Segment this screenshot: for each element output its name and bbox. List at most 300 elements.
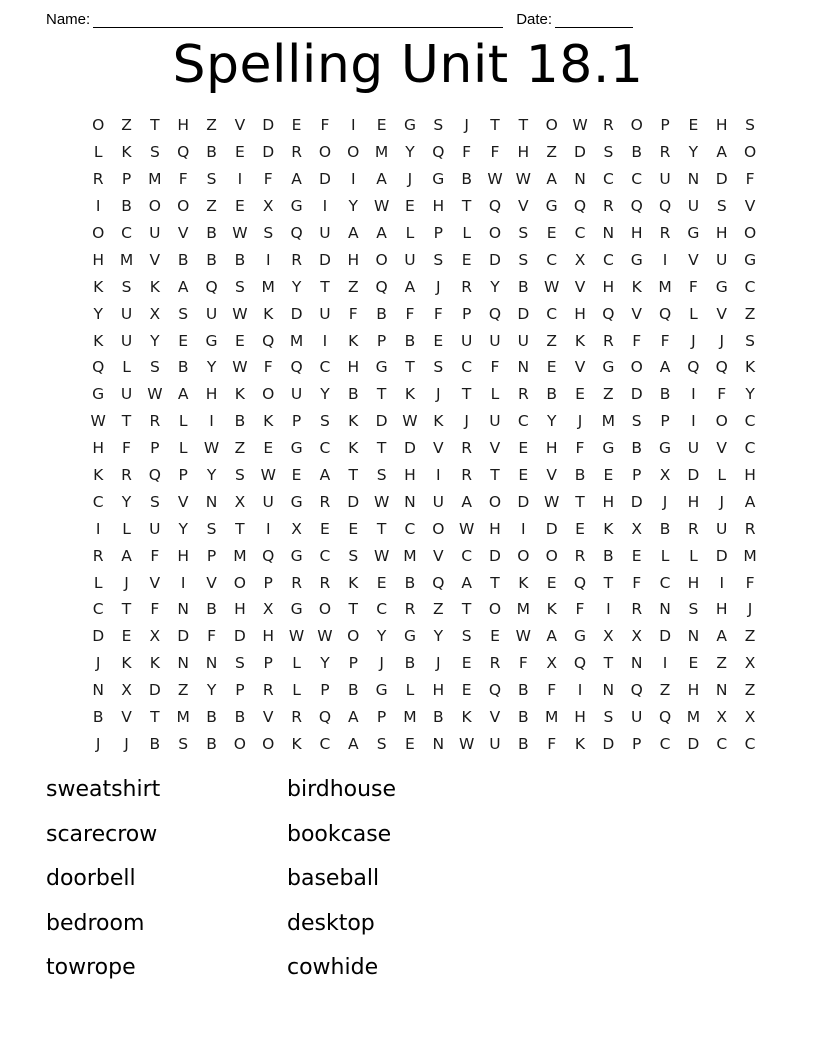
grid-cell[interactable]: U	[319, 224, 331, 242]
grid-cell[interactable]: T	[121, 600, 132, 619]
grid-cell[interactable]: H	[574, 304, 586, 323]
grid-cell[interactable]: R	[92, 546, 104, 565]
grid-cell[interactable]: Z	[206, 197, 217, 216]
grid-cell[interactable]: T	[603, 573, 614, 592]
grid-cell[interactable]: P	[235, 681, 245, 700]
word-list-item[interactable]: desktop	[287, 910, 375, 936]
grid-cell[interactable]: T	[603, 654, 614, 673]
grid-cell[interactable]: J	[124, 734, 129, 753]
grid-cell[interactable]: J	[436, 277, 441, 296]
grid-cell[interactable]: Q	[205, 277, 218, 296]
grid-cell[interactable]: R	[461, 439, 473, 458]
grid-cell[interactable]: U	[631, 708, 643, 727]
grid-cell[interactable]: H	[517, 143, 530, 162]
grid-cell[interactable]: B	[177, 358, 189, 377]
grid-cell[interactable]: D	[233, 627, 246, 646]
grid-cell[interactable]: N	[630, 654, 643, 673]
grid-cell[interactable]: I	[209, 412, 214, 431]
word-list-item[interactable]: sweatshirt	[46, 777, 161, 802]
grid-cell[interactable]: S	[149, 358, 160, 377]
grid-cell[interactable]: E	[291, 116, 302, 135]
grid-cell[interactable]: Q	[602, 304, 615, 323]
grid-cell[interactable]: O	[630, 358, 643, 377]
grid-cell[interactable]: S	[178, 734, 189, 753]
grid-cell[interactable]: B	[404, 654, 416, 673]
grid-cell[interactable]: I	[691, 412, 696, 431]
grid-cell[interactable]: E	[518, 466, 529, 485]
grid-cell[interactable]: K	[121, 654, 132, 673]
grid-cell[interactable]: U	[659, 170, 671, 189]
grid-cell[interactable]: G	[92, 385, 105, 404]
grid-cell[interactable]: Z	[744, 627, 756, 646]
grid-cell[interactable]: P	[206, 546, 217, 565]
grid-cell[interactable]: U	[149, 224, 161, 242]
grid-cell[interactable]: T	[348, 466, 358, 485]
grid-cell[interactable]: Q	[658, 708, 672, 727]
grid-cell[interactable]: Z	[546, 331, 557, 350]
grid-cell[interactable]: Q	[432, 143, 445, 162]
grid-cell[interactable]: Q	[488, 681, 502, 700]
grid-cell[interactable]: R	[291, 573, 302, 592]
grid-cell[interactable]: U	[489, 734, 501, 753]
grid-cell[interactable]: A	[347, 224, 359, 242]
grid-cell[interactable]: T	[376, 439, 387, 458]
grid-cell[interactable]: A	[347, 734, 359, 753]
grid-cell[interactable]: Q	[177, 143, 190, 162]
grid-cell[interactable]: H	[234, 600, 246, 619]
grid-cell[interactable]: J	[747, 600, 753, 619]
grid-cell[interactable]: D	[687, 734, 700, 753]
grid-cell[interactable]: E	[376, 573, 387, 592]
grid-cell[interactable]: J	[464, 412, 469, 431]
grid-cell[interactable]: G	[375, 358, 388, 377]
grid-cell[interactable]: A	[347, 708, 359, 727]
grid-cell[interactable]: L	[717, 466, 727, 485]
grid-cell[interactable]: O	[347, 627, 360, 646]
grid-cell[interactable]: C	[744, 277, 756, 296]
grid-cell[interactable]: Y	[320, 385, 330, 404]
grid-cell[interactable]: M	[148, 170, 162, 189]
grid-cell[interactable]: V	[631, 304, 642, 323]
grid-cell[interactable]: P	[660, 412, 670, 431]
grid-cell[interactable]: N	[404, 492, 416, 511]
grid-cell[interactable]: D	[318, 250, 331, 269]
grid-cell[interactable]: P	[348, 654, 358, 673]
grid-cell[interactable]: F	[150, 546, 160, 565]
grid-cell[interactable]: W	[544, 277, 560, 296]
grid-cell[interactable]: H	[687, 573, 700, 592]
grid-cell[interactable]: G	[602, 439, 615, 458]
grid-cell[interactable]: B	[149, 734, 161, 753]
grid-cell[interactable]: B	[206, 224, 217, 242]
grid-cell[interactable]: D	[517, 492, 530, 511]
grid-cell[interactable]: T	[150, 116, 160, 135]
grid-cell[interactable]: S	[234, 466, 245, 485]
grid-cell[interactable]: D	[177, 627, 190, 646]
grid-cell[interactable]: C	[319, 546, 331, 565]
grid-cell[interactable]: X	[262, 600, 274, 619]
grid-cell[interactable]: E	[631, 546, 642, 565]
grid-cell[interactable]: H	[545, 439, 558, 458]
grid-cell[interactable]: T	[121, 412, 132, 431]
grid-cell[interactable]: I	[521, 519, 526, 538]
grid-cell[interactable]: G	[290, 439, 303, 458]
grid-cell[interactable]: V	[262, 708, 274, 727]
grid-cell[interactable]: A	[546, 627, 557, 646]
grid-cell[interactable]: Y	[320, 654, 330, 673]
grid-cell[interactable]: O	[148, 197, 161, 216]
grid-cell[interactable]: Z	[177, 681, 189, 700]
grid-cell[interactable]: G	[545, 197, 558, 216]
grid-cell[interactable]: H	[92, 439, 104, 458]
grid-cell[interactable]: S	[745, 116, 755, 135]
grid-cell[interactable]: S	[348, 546, 359, 565]
grid-cell[interactable]: R	[291, 708, 302, 727]
grid-cell[interactable]: Y	[291, 277, 302, 296]
grid-cell[interactable]: F	[745, 573, 755, 592]
grid-cell[interactable]: V	[688, 250, 699, 269]
grid-cell[interactable]: O	[177, 197, 190, 216]
grid-cell[interactable]: C	[631, 170, 643, 189]
grid-cell[interactable]: R	[688, 519, 699, 538]
grid-cell[interactable]: U	[149, 519, 161, 538]
grid-cell[interactable]: R	[319, 573, 331, 592]
grid-cell[interactable]: B	[234, 708, 246, 727]
grid-cell[interactable]: D	[318, 170, 331, 189]
grid-cell[interactable]: F	[660, 331, 670, 350]
grid-cell[interactable]: F	[575, 600, 585, 619]
grid-cell[interactable]: T	[376, 385, 387, 404]
grid-cell[interactable]: V	[744, 197, 756, 216]
grid-cell[interactable]: T	[490, 116, 500, 135]
grid-cell[interactable]: W	[458, 519, 475, 538]
grid-cell[interactable]: C	[404, 519, 416, 538]
grid-cell[interactable]: C	[744, 412, 756, 431]
grid-cell[interactable]: F	[632, 331, 642, 350]
grid-cell[interactable]: X	[121, 681, 132, 700]
grid-cell[interactable]: L	[122, 519, 131, 538]
grid-cell[interactable]: Y	[433, 627, 444, 646]
grid-cell[interactable]: F	[547, 681, 557, 700]
grid-cell[interactable]: M	[743, 546, 757, 565]
grid-cell[interactable]: E	[546, 224, 557, 242]
grid-cell[interactable]: W	[90, 412, 106, 431]
grid-cell[interactable]: Y	[150, 331, 160, 350]
grid-cell[interactable]: D	[602, 734, 615, 753]
grid-cell[interactable]: D	[347, 492, 360, 511]
grid-cell[interactable]: W	[288, 627, 305, 646]
grid-cell[interactable]: P	[121, 170, 132, 189]
grid-cell[interactable]: N	[177, 600, 189, 619]
grid-cell[interactable]: C	[716, 734, 728, 753]
grid-cell[interactable]: B	[546, 385, 557, 404]
grid-cell[interactable]: M	[516, 600, 531, 619]
grid-cell[interactable]: X	[631, 627, 643, 646]
grid-cell[interactable]: T	[461, 197, 472, 216]
grid-cell[interactable]: Q	[290, 224, 303, 242]
grid-cell[interactable]: U	[687, 197, 700, 216]
grid-cell[interactable]: R	[517, 385, 529, 404]
grid-cell[interactable]: H	[715, 116, 728, 135]
grid-cell[interactable]: R	[602, 331, 614, 350]
grid-cell[interactable]: E	[121, 627, 132, 646]
word-list-item[interactable]: baseball	[287, 866, 380, 891]
grid-cell[interactable]: B	[234, 250, 246, 269]
date-field[interactable]	[516, 11, 633, 28]
grid-cell[interactable]: B	[92, 708, 104, 727]
grid-cell[interactable]: Q	[432, 573, 445, 592]
grid-cell[interactable]: E	[490, 627, 500, 646]
grid-cell[interactable]: N	[205, 492, 218, 511]
grid-cell[interactable]: K	[234, 385, 245, 404]
grid-cell[interactable]: G	[290, 492, 303, 511]
grid-cell[interactable]: L	[292, 681, 301, 700]
grid-cell[interactable]: G	[205, 331, 218, 350]
grid-cell[interactable]: B	[376, 304, 387, 323]
grid-cell[interactable]: K	[574, 734, 586, 753]
grid-cell[interactable]: S	[716, 197, 727, 216]
grid-cell[interactable]: X	[291, 519, 302, 538]
grid-cell[interactable]: A	[461, 573, 472, 592]
grid-cell[interactable]: S	[149, 143, 160, 162]
grid-cell[interactable]: H	[177, 546, 190, 565]
grid-cell[interactable]: J	[379, 654, 384, 673]
grid-cell[interactable]: F	[462, 143, 472, 162]
grid-cell[interactable]: I	[691, 385, 696, 404]
grid-cell[interactable]: F	[150, 600, 160, 619]
grid-cell[interactable]: Q	[687, 358, 700, 377]
grid-cell[interactable]: O	[743, 224, 757, 242]
grid-cell[interactable]: D	[262, 143, 275, 162]
grid-cell[interactable]: H	[715, 224, 728, 242]
grid-cell[interactable]: H	[347, 250, 360, 269]
grid-cell[interactable]: N	[602, 224, 615, 242]
grid-cell[interactable]: L	[93, 143, 103, 162]
grid-cell[interactable]: T	[348, 600, 358, 619]
grid-cell[interactable]: U	[687, 439, 700, 458]
grid-cell[interactable]: Y	[490, 277, 500, 296]
grid-cell[interactable]: R	[631, 600, 643, 619]
grid-cell[interactable]: F	[348, 304, 358, 323]
grid-cell[interactable]: Z	[347, 277, 359, 296]
grid-cell[interactable]: F	[490, 358, 500, 377]
grid-cell[interactable]: H	[744, 466, 756, 485]
grid-cell[interactable]: F	[688, 277, 698, 296]
grid-cell[interactable]: J	[464, 116, 469, 135]
grid-cell[interactable]: O	[262, 734, 275, 753]
grid-cell[interactable]: S	[518, 250, 529, 269]
grid-cell[interactable]: Y	[206, 358, 217, 377]
grid-cell[interactable]: L	[178, 439, 188, 458]
word-list-item[interactable]: scarecrow	[46, 821, 158, 847]
grid-cell[interactable]: S	[631, 412, 642, 431]
grid-cell[interactable]: T	[405, 358, 415, 377]
grid-cell[interactable]: U	[120, 385, 133, 404]
grid-cell[interactable]: E	[461, 681, 472, 700]
grid-cell[interactable]: S	[206, 170, 217, 189]
grid-cell[interactable]: C	[92, 600, 104, 619]
grid-cell[interactable]: Q	[658, 304, 672, 323]
grid-cell[interactable]: D	[659, 627, 672, 646]
grid-cell[interactable]: J	[95, 654, 101, 673]
grid-cell[interactable]: F	[632, 573, 642, 592]
grid-cell[interactable]: K	[574, 331, 586, 350]
grid-cell[interactable]: B	[206, 708, 217, 727]
grid-cell[interactable]: F	[263, 358, 273, 377]
grid-cell[interactable]: R	[404, 600, 416, 619]
grid-cell[interactable]: R	[149, 412, 161, 431]
grid-cell[interactable]: D	[290, 304, 303, 323]
grid-cell[interactable]: C	[461, 546, 473, 565]
grid-cell[interactable]: B	[404, 573, 416, 592]
grid-cell[interactable]: H	[715, 600, 728, 619]
grid-cell[interactable]: C	[376, 600, 388, 619]
grid-cell[interactable]: O	[375, 250, 388, 269]
grid-cell[interactable]: Q	[92, 358, 105, 377]
grid-cell[interactable]: S	[745, 331, 755, 350]
grid-cell[interactable]: T	[235, 519, 245, 538]
grid-cell[interactable]: J	[662, 492, 668, 511]
grid-cell[interactable]: T	[490, 573, 500, 592]
grid-cell[interactable]: I	[322, 331, 328, 350]
grid-cell[interactable]: W	[232, 304, 248, 323]
grid-cell[interactable]: H	[602, 277, 615, 296]
grid-cell[interactable]: D	[687, 466, 700, 485]
grid-cell[interactable]: S	[433, 250, 444, 269]
grid-cell[interactable]: Y	[688, 143, 699, 162]
grid-cell[interactable]: H	[404, 466, 416, 485]
grid-cell[interactable]: S	[688, 600, 699, 619]
grid-cell[interactable]: T	[575, 492, 585, 511]
grid-cell[interactable]: A	[319, 466, 331, 485]
grid-cell[interactable]: V	[489, 439, 501, 458]
grid-cell[interactable]: F	[490, 143, 500, 162]
grid-cell[interactable]: Q	[630, 681, 643, 700]
grid-cell[interactable]: U	[460, 331, 473, 350]
grid-cell[interactable]: X	[546, 654, 557, 673]
grid-cell[interactable]: J	[407, 170, 413, 189]
grid-cell[interactable]: I	[237, 170, 243, 189]
grid-cell[interactable]: Z	[744, 304, 756, 323]
grid-cell[interactable]: K	[404, 385, 416, 404]
grid-cell[interactable]: G	[630, 250, 643, 269]
grid-cell[interactable]: H	[347, 358, 360, 377]
grid-cell[interactable]: T	[461, 600, 472, 619]
grid-cell[interactable]: B	[659, 385, 671, 404]
grid-cell[interactable]: Q	[318, 708, 332, 727]
grid-cell[interactable]: N	[715, 681, 728, 700]
grid-cell[interactable]: D	[630, 492, 643, 511]
grid-cell[interactable]: K	[149, 654, 160, 673]
grid-cell[interactable]: H	[574, 708, 586, 727]
grid-cell[interactable]: N	[432, 734, 445, 753]
grid-cell[interactable]: O	[92, 224, 105, 242]
grid-cell[interactable]: B	[177, 250, 189, 269]
grid-cell[interactable]: Q	[488, 304, 502, 323]
grid-cell[interactable]: K	[603, 519, 614, 538]
grid-cell[interactable]: D	[489, 250, 501, 269]
grid-cell[interactable]: G	[744, 250, 757, 269]
grid-cell[interactable]: Q	[290, 358, 303, 377]
grid-cell[interactable]: A	[716, 143, 728, 162]
grid-cell[interactable]: V	[177, 224, 189, 242]
grid-cell[interactable]: M	[403, 546, 417, 565]
grid-cell[interactable]: U	[120, 331, 133, 350]
grid-cell[interactable]: M	[233, 546, 247, 565]
grid-cell[interactable]: R	[602, 116, 614, 135]
grid-cell[interactable]: Y	[93, 304, 103, 323]
grid-cell[interactable]: H	[602, 492, 615, 511]
grid-cell[interactable]: E	[688, 116, 699, 135]
grid-cell[interactable]: U	[319, 304, 331, 323]
grid-cell[interactable]: I	[180, 573, 186, 592]
grid-cell[interactable]: T	[461, 385, 472, 404]
grid-cell[interactable]: P	[263, 654, 273, 673]
grid-cell[interactable]: S	[234, 654, 245, 673]
grid-cell[interactable]: I	[322, 197, 328, 216]
grid-cell[interactable]: W	[458, 734, 475, 753]
grid-cell[interactable]: K	[121, 143, 132, 162]
grid-cell[interactable]: S	[320, 412, 330, 431]
grid-cell[interactable]: P	[461, 304, 472, 323]
grid-cell[interactable]: W	[402, 412, 418, 431]
grid-cell[interactable]: H	[205, 385, 218, 404]
grid-cell[interactable]: Q	[148, 466, 161, 485]
grid-cell[interactable]: H	[177, 116, 190, 135]
grid-cell[interactable]: K	[263, 412, 274, 431]
grid-cell[interactable]: A	[177, 277, 189, 296]
grid-cell[interactable]: V	[177, 492, 189, 511]
grid-cell[interactable]: A	[291, 170, 302, 189]
grid-cell[interactable]: X	[149, 304, 161, 323]
grid-cell[interactable]: M	[374, 143, 389, 162]
grid-cell[interactable]: A	[177, 385, 189, 404]
grid-cell[interactable]: N	[687, 170, 700, 189]
grid-cell[interactable]: B	[518, 681, 529, 700]
grid-cell[interactable]: B	[659, 519, 671, 538]
grid-cell[interactable]: D	[574, 143, 586, 162]
grid-cell[interactable]: I	[95, 197, 101, 216]
grid-cell[interactable]: R	[489, 654, 501, 673]
grid-cell[interactable]: Q	[375, 277, 388, 296]
grid-cell[interactable]: C	[517, 412, 529, 431]
grid-cell[interactable]: V	[149, 250, 161, 269]
grid-cell[interactable]: R	[659, 224, 671, 242]
grid-cell[interactable]: A	[376, 170, 387, 189]
grid-cell[interactable]: M	[658, 277, 672, 296]
grid-cell[interactable]: V	[574, 277, 586, 296]
grid-cell[interactable]: M	[403, 708, 417, 727]
grid-cell[interactable]: X	[744, 654, 756, 673]
grid-cell[interactable]: F	[207, 627, 216, 646]
grid-cell[interactable]: G	[403, 116, 416, 135]
grid-cell[interactable]: J	[436, 654, 441, 673]
grid-cell[interactable]: X	[262, 197, 274, 216]
grid-cell[interactable]: F	[320, 116, 330, 135]
grid-cell[interactable]: K	[433, 412, 444, 431]
grid-cell[interactable]: S	[518, 224, 529, 242]
grid-cell[interactable]: G	[715, 277, 728, 296]
grid-cell[interactable]: P	[632, 466, 642, 485]
grid-cell[interactable]: R	[291, 143, 302, 162]
grid-cell[interactable]: A	[376, 224, 387, 242]
grid-cell[interactable]: C	[659, 734, 671, 753]
grid-cell[interactable]: Z	[546, 143, 557, 162]
grid-cell[interactable]: M	[176, 708, 190, 727]
grid-cell[interactable]: J	[436, 385, 441, 404]
grid-cell[interactable]: S	[376, 466, 387, 485]
grid-cell[interactable]: M	[544, 708, 559, 727]
